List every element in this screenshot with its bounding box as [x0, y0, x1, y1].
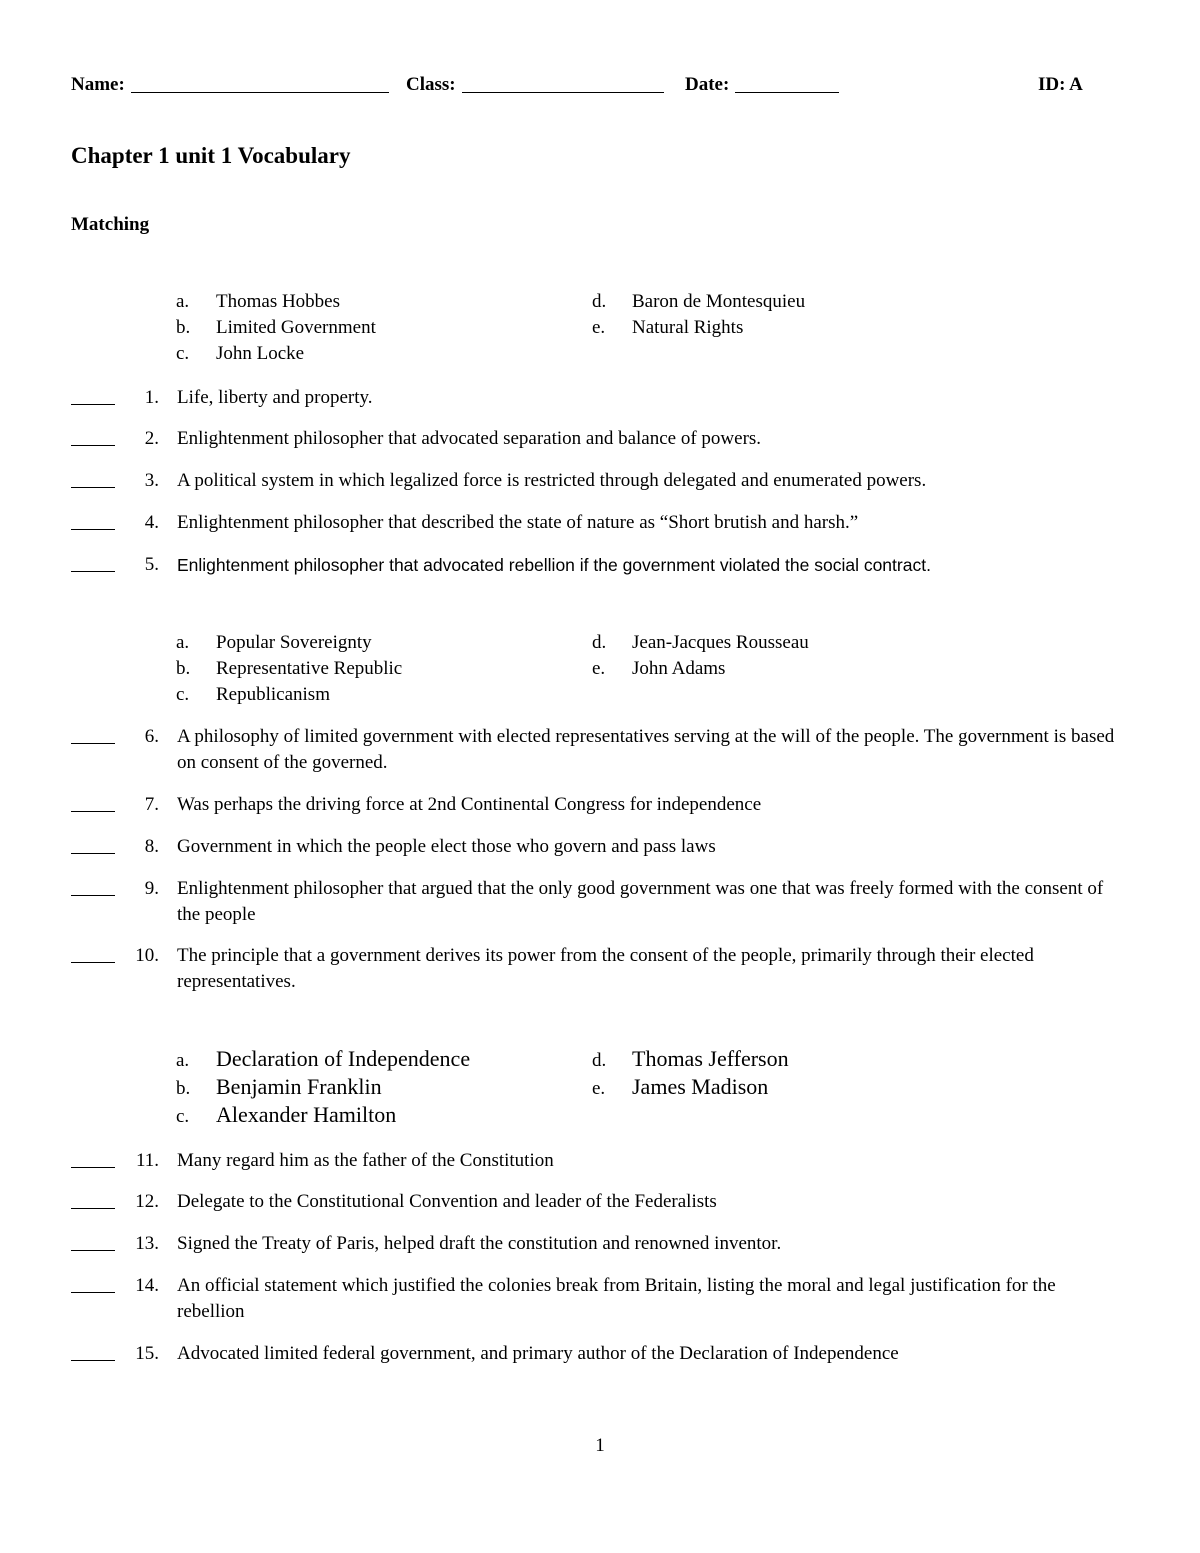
option-letter: a. [176, 632, 190, 653]
option-letter: c. [176, 1106, 190, 1127]
question-number: 1. [144, 387, 159, 408]
section-heading: Matching [71, 214, 150, 235]
header [71, 74, 1093, 100]
option-text: John Locke [216, 343, 305, 364]
question-text: Delegate to the Constitutional Convention and leader of the Federalists [177, 1191, 717, 1212]
option-text: James Madison [632, 1074, 769, 1099]
question-number: 5. [144, 554, 159, 575]
date-field[interactable] [685, 74, 729, 96]
question-number: 10. [135, 945, 159, 966]
option-text: Popular Sovereignty [216, 632, 372, 653]
question-number: 4. [144, 512, 159, 533]
option-letter: e. [592, 317, 606, 338]
page-number: 1 [595, 1435, 605, 1456]
class-field[interactable] [406, 74, 456, 96]
option-text: Representative Republic [216, 658, 403, 679]
option-letter: d. [592, 291, 607, 312]
question-text: Advocated limited federal government, and primary author of the Declaration of Independence [177, 1343, 899, 1364]
question-text: Many regard him as the father of the Constitution [177, 1150, 554, 1171]
name-blank[interactable] [131, 74, 389, 93]
question-number: 8. [144, 836, 159, 857]
question-text: Enlightenment philosopher that advocated separation and balance of powers. [177, 428, 762, 449]
option-letter: b. [176, 658, 191, 679]
question-text: Signed the Treaty of Paris, helped draft the constitution and renowned inventor. [177, 1233, 782, 1254]
option-letter: a. [176, 1050, 190, 1071]
option-letter: e. [592, 1078, 606, 1099]
option-text: Declaration of Independence [216, 1046, 471, 1071]
date-blank[interactable] [735, 74, 839, 93]
question-number: 7. [144, 794, 159, 815]
question-number: 12. [135, 1191, 159, 1212]
question-number: 6. [144, 726, 159, 747]
option-text: Republicanism [216, 684, 330, 705]
question-text: The principle that a government derives its power from the consent of the people, primarily through their elected representatives. [177, 945, 1034, 992]
question-text: Enlightenment philosopher that advocated rebellion if the government violated the social contract. [177, 555, 931, 575]
question-text: Life, liberty and property. [177, 387, 373, 408]
option-letter: b. [176, 317, 191, 338]
question-number: 15. [135, 1343, 159, 1364]
question-text: A political system in which legalized force is restricted through delegated and enumerated powers. [177, 470, 927, 491]
option-text: Natural Rights [632, 317, 744, 338]
question-text: An official statement which justified the colonies break from Britain, listing the moral and legal justification for the rebellion [177, 1275, 1056, 1322]
option-text: Benjamin Franklin [216, 1074, 382, 1099]
page-title: Chapter 1 unit 1 Vocabulary [71, 143, 351, 168]
question-text: Was perhaps the driving force at 2nd Continental Congress for independence [177, 794, 762, 815]
question-text: Enlightenment philosopher that described the state of nature as “Short brutish and harsh.” [177, 512, 859, 533]
option-letter: d. [592, 1050, 607, 1071]
id-label: ID: A [1038, 74, 1083, 95]
option-text: Alexander Hamilton [216, 1102, 397, 1127]
class-label: Class: [406, 74, 456, 95]
option-text: Thomas Hobbes [216, 291, 341, 312]
option-letter: b. [176, 1078, 191, 1099]
class-blank[interactable] [462, 74, 664, 93]
option-letter: d. [592, 632, 607, 653]
option-letter: c. [176, 343, 190, 364]
option-text: Baron de Montesquieu [632, 291, 806, 312]
question-text: Government in which the people elect those who govern and pass laws [177, 836, 716, 857]
name-label: Name: [71, 74, 125, 95]
option-text: Jean-Jacques Rousseau [632, 632, 809, 653]
question-number: 13. [135, 1233, 159, 1254]
question-number: 2. [144, 428, 159, 449]
option-letter: c. [176, 684, 190, 705]
question-text: A philosophy of limited government with elected representatives serving at the will of the people. The government is based on consent of the governed. [177, 726, 1115, 773]
option-letter: e. [592, 658, 606, 679]
date-label: Date: [685, 74, 730, 95]
option-text: Thomas Jefferson [632, 1046, 789, 1071]
question-number: 14. [135, 1275, 159, 1296]
question-text: Enlightenment philosopher that argued that the only good government was one that was freely formed with the consent of the people [177, 878, 1104, 925]
option-text: Limited Government [216, 317, 376, 338]
name-field[interactable] [71, 74, 125, 96]
option-text: John Adams [632, 658, 726, 679]
question-number: 9. [144, 878, 159, 899]
option-letter: a. [176, 291, 190, 312]
question-number: 11. [135, 1150, 159, 1171]
question-number: 3. [144, 470, 159, 491]
